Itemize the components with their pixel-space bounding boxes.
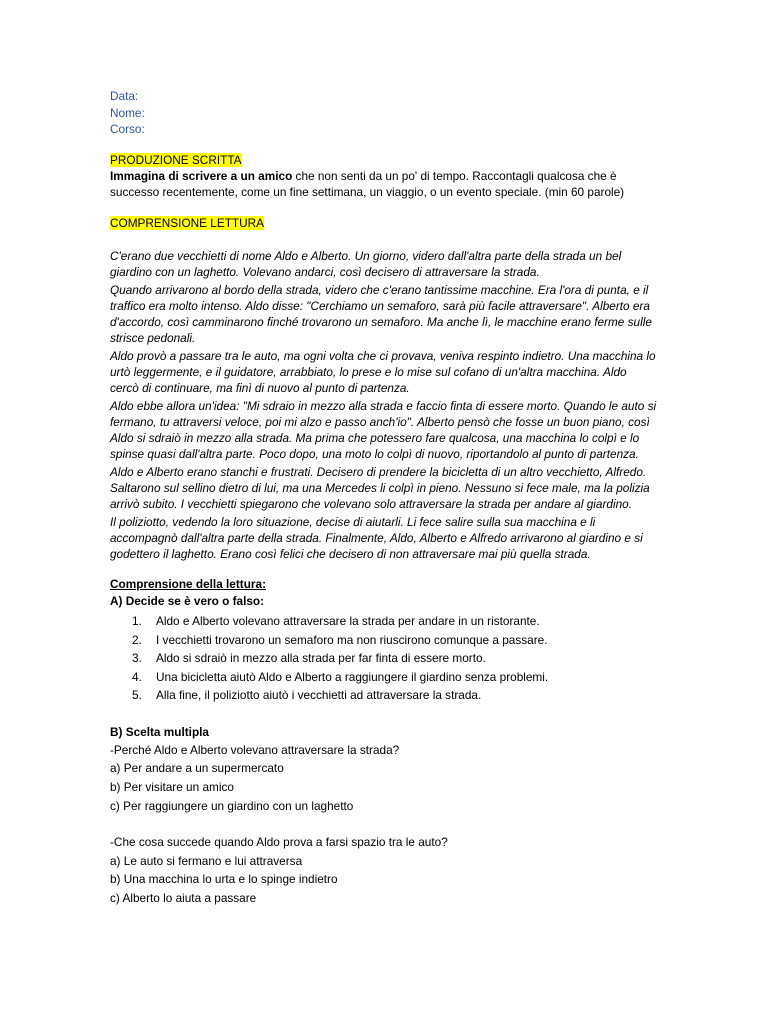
item-text: Una bicicletta aiutò Aldo e Alberto a raggiungere il giardino senza problemi. [156,669,549,684]
comprensione-heading: COMPRENSIONE LETTURA [110,215,265,230]
option-c: c) Alberto lo aiuta a passare [110,890,257,905]
option-c: c) Per raggiungere un giardino con un laghetto [110,798,354,813]
data-label: Data: [110,89,139,103]
section-a-title: A) Decide se è vero o falso: [110,594,265,609]
item-text: Alla fine, il poliziotto aiutò i vecchietti ad attraversare la strada. [156,688,482,703]
list-item [110,649,658,668]
worksheet-page [110,88,658,908]
option-a: a) Le auto si fermano e lui attraversa [110,853,303,868]
item-number: 5. [132,688,142,703]
list-item [110,631,658,650]
item-text: I vecchietti trovarono un semaforo ma non riuscirono comunque a passare. [156,632,548,647]
mc-question-2 [110,833,658,907]
comprensione-section [110,216,658,230]
item-text: Aldo si sdraiò in mezzo alla strada per far finta di essere morto. [156,651,486,666]
option-b: b) Per visitare un amico [110,779,234,794]
option-b: b) Una macchina lo urta e lo spinge indietro [110,872,338,887]
produzione-section [110,153,658,200]
story-paragraph: Aldo ebbe allora un'idea: "Mi sdraio in mezzo alla strada e faccio finta di essere morto. Quando le auto si fermano, tu attraversi veloce, poi mi alzo e passo anch'io". Alberto pensò che fosse un buon piano, così Aldo si sdraiò in mezzo alla strada. Ma prima che potessero fare qualcosa, una macchina lo colpì e lo spinse quasi dall'altra parte. Poco dopo, una moto lo colpì di nuovo, riportandolo al punto di partenza. [110,398,657,462]
story-text [110,248,658,562]
story-paragraph: C'erano due vecchietti di nome Aldo e Alberto. Un giorno, videro dall'altra parte della strada un bel giardino con un laghetto. Volevano andarci, così decisero di attraversare la strada. [110,248,622,280]
item-number: 2. [132,632,142,647]
item-number: 4. [132,669,142,684]
mc-question-1 [110,741,658,815]
true-false-list [110,612,658,705]
story-paragraph: Quando arrivarono al bordo della strada, videro che c'erano tantissime macchine. Era l'ora di punta, e il traffico era molto intenso. Aldo disse: "Cerchiamo un semaforo, sarà più facile attraversare". Alberto era d'accordo, così camminarono finché trovarono un semaforo. Ma anche lì, le macchine erano ferme sulle strisce pedonali. [110,282,652,346]
produzione-heading: PRODUZIONE SCRITTA [110,152,242,167]
produzione-prompt [110,168,658,200]
prompt-bold-text: Immagina di scrivere a un amico [110,168,293,183]
item-text: Aldo e Alberto volevano attraversare la strada per andare in un ristorante. [156,614,540,629]
question-text: -Perché Aldo e Alberto volevano attraversare la strada? [110,742,400,757]
story-paragraph: Aldo e Alberto erano stanchi e frustrati. Decisero di prendere la bicicletta di un altro vecchietto, Alfredo. Saltarono sul sellino dietro di lui, ma una Mercedes li colpì in pieno. Nessuno si fece male, ma la polizia arrivò subito. I vecchietti spiegarono che volevano solo attraversare la strada per andare al giardino. [110,464,650,512]
questions-title: Comprensione della lettura: [110,577,267,592]
question-text: -Che cosa succede quando Aldo prova a farsi spazio tra le auto? [110,835,448,850]
item-number: 3. [132,651,142,666]
corso-label: Corso: [110,122,145,136]
list-item [110,668,658,687]
header-fields [110,88,658,138]
option-a: a) Per andare a un supermercato [110,761,284,776]
story-paragraph: Il poliziotto, vedendo la loro situazione, decise di aiutarli. Li fece salire sulla sua macchina e li accompagnò dall'altra parte della strada. Finalmente, Aldo, Alberto e Alfredo arrivarono al giardino e si godettero il laghetto. Erano così felici che decisero di non attraversare mai più quella strada. [110,514,643,562]
prompt-text: che non senti da un po' di tempo. Raccontagli qualcosa che è successo recentemente, come un fine settimana, un viaggio, o un evento speciale. (min 60 parole) [110,168,625,199]
item-number: 1. [132,614,142,629]
list-item [110,612,658,631]
story-paragraph: Aldo provò a passare tra le auto, ma ogni volta che ci provava, veniva respinto indietro. Una macchina lo urtò leggermente, e il guidatore, arrabbiato, lo prese e lo mise sul cofano di un'altra macchina. Aldo cercò di continuare, ma finì di nuovo al punto di partenza. [110,348,656,396]
list-item [110,686,658,705]
section-b-title: B) Scelta multipla [110,724,209,739]
nome-label: Nome: [110,105,145,120]
